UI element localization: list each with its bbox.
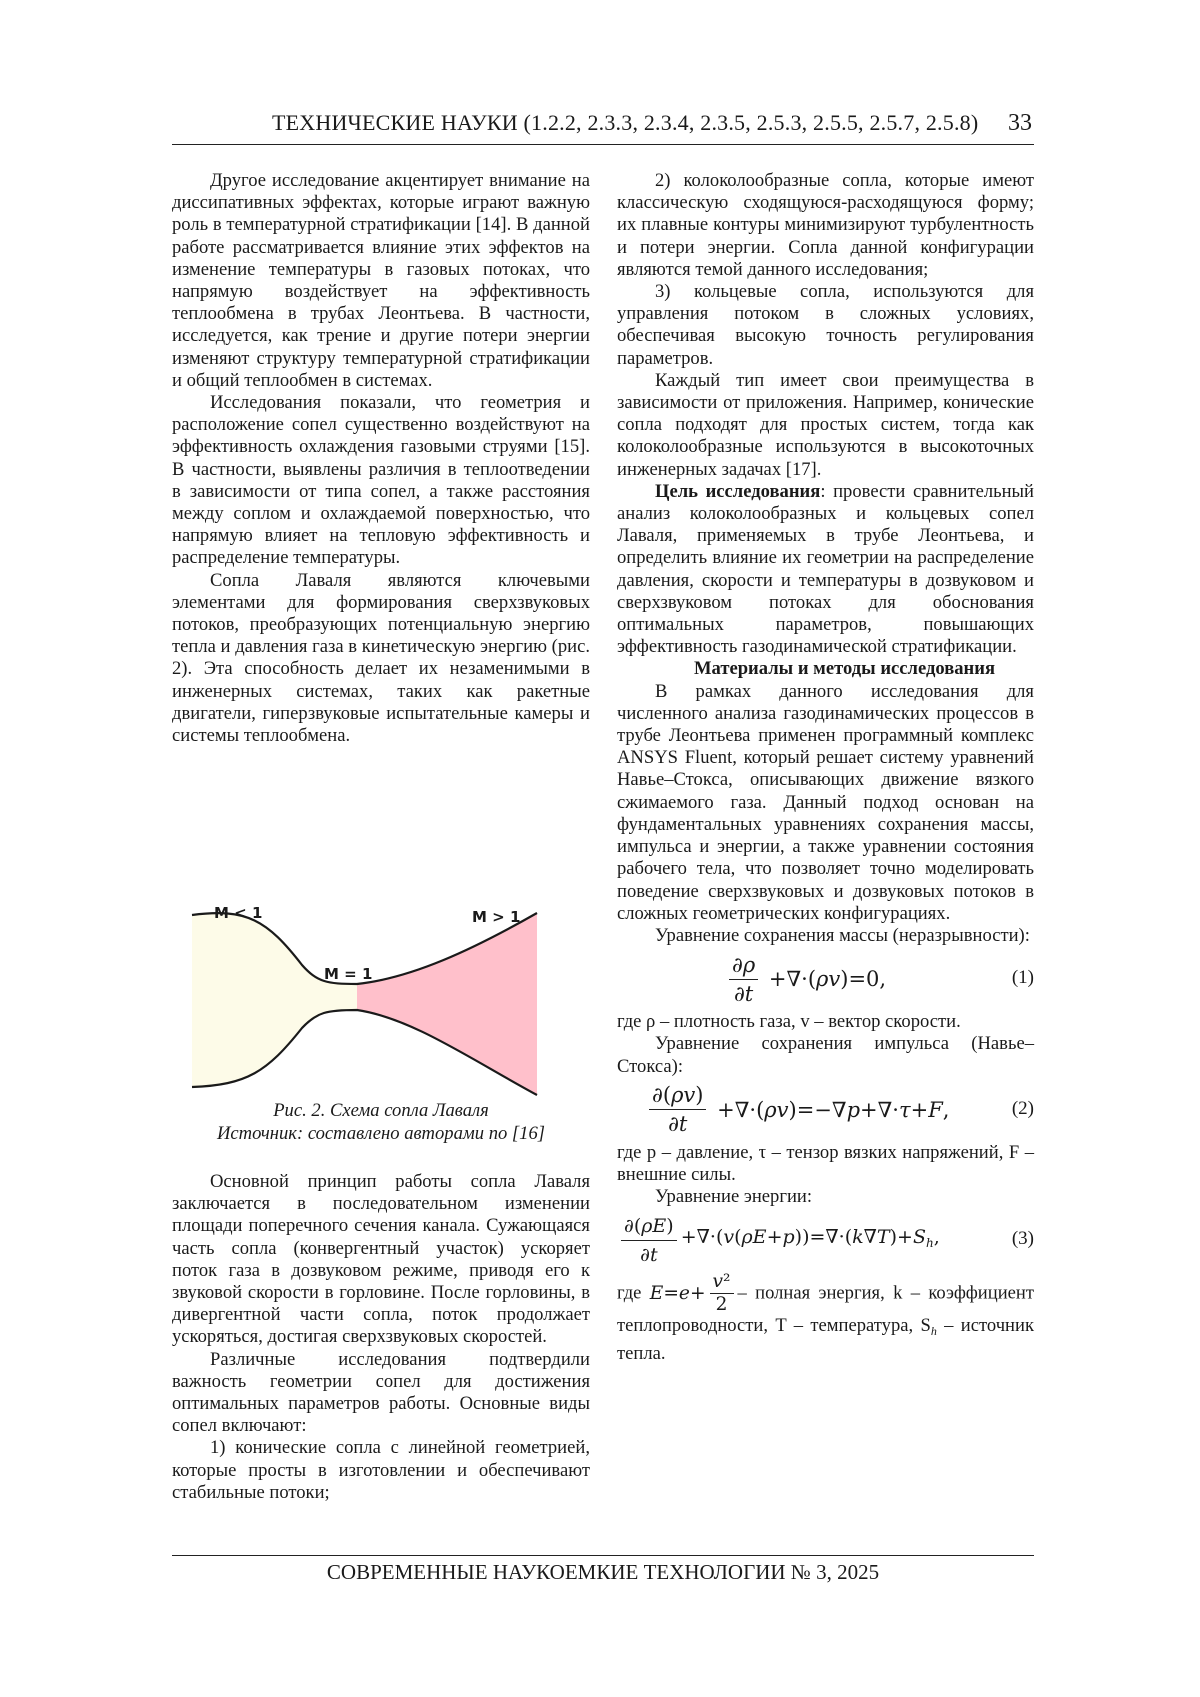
laval-nozzle-figure bbox=[172, 860, 590, 1100]
aim-paragraph bbox=[617, 481, 1034, 659]
caption-title: Рис. 2. Схема сопла Лаваля bbox=[273, 1100, 489, 1121]
page-number: 33 bbox=[1008, 110, 1032, 136]
energy-formula: E=e+ $\frac{\text{v²}}{2}$ bbox=[650, 1283, 738, 1304]
diverging-region bbox=[357, 913, 537, 1095]
section-heading: ТЕХНИЧЕСКИЕ НАУКИ (1.2.2, 2.3.3, 2.3.4, 2.3.5, 2.5.3, 2.5.5, 2.5.7, 2.5.8) bbox=[272, 110, 979, 135]
paragraph: В рамках данного исследования для численного анализа газодинамических процессов в трубе Леонтьева применен программный комплекс ANSYS Fluent, который решает систему уравнений Навье–Стокса, описывающих движение вязкого сжимаемого газа. Данный подход основан на фундаментальных уравнениях сохранения массы, импульса и энергии, а также уравнении состояния рабочего тела, что позволяет точно моделировать поведение сверхзвуковых и дозвуковых потоков в сложных геометрических конфигурациях. bbox=[617, 680, 1034, 924]
paragraph: Сопла Лаваля являются ключевыми элементами для формирования сверхзвуковых потоков, преобразующих потенциальную энергию тепла и давления газа в кинетическую энергию (рис. 2). Эта способность делает их незаменимыми в инженерных системах, таких как ракетные двигатели, гиперзвуковые испытательные камеры и системы теплообмена. bbox=[172, 569, 590, 747]
caption-source: Источник: составлено авторами по [16] bbox=[216, 1123, 545, 1144]
converging-region bbox=[192, 913, 357, 1087]
list-item: 3) кольцевые сопла, используются для управления потоком в сложных условиях, обеспечивая высокую точность регулирования параметров. bbox=[617, 281, 1034, 369]
paragraph: Другое исследование акцентирует внимание на диссипативных эффектах, которые играют важную роль в температурной стратификации [14]. В данной работе рассматривается влияние этих эффектов на изменение температуры в газовых потоках, что напрямую воздействует на эффективность теплообмена в трубах Леонтьева. В частности, исследуется, как трение и другие потери энергии изменяют структуру температурной стратификации и общий теплообмен в системах. bbox=[172, 170, 590, 391]
sonic-label: M = 1 bbox=[324, 965, 373, 983]
paragraph: Различные исследования подтвердили важность геометрии сопел для достижения оптимальных параметров работы. Основные виды сопел включают: bbox=[172, 1348, 590, 1437]
subsonic-label: M < 1 bbox=[214, 904, 263, 922]
left-column-bottom bbox=[172, 1171, 590, 1504]
equation-3: $\frac{\partial(\rho E)}{\partial t}$ $+\nabla\cdot(v(\rho E+p))=\nabla\cdot(k\nabla T)+S_h$, (3) bbox=[617, 1208, 1034, 1272]
paragraph: Уравнение сохранения массы (неразрывности): bbox=[655, 924, 1030, 946]
figure-caption bbox=[172, 1099, 590, 1145]
eq3-fraction: $\frac{\partial(\rho E)}{\partial t}$ bbox=[621, 1213, 677, 1268]
equation-number: (2) bbox=[1011, 1097, 1034, 1119]
paragraph: Основной принцип работы сопла Лаваля заключается в последовательном изменении площади поперечного сечения канала. Сужающаяся часть сопла (конвергентный участок) ускоряет поток газа в дозвуковом режиме, приводя его к звуковой скорости в горловине. После горловины, в дивергентной части сопла, поток продолжает ускоряться, достигая сверхзвуковых скоростей. bbox=[172, 1171, 590, 1348]
supersonic-label: M > 1 bbox=[472, 908, 521, 926]
laval-nozzle-diagram bbox=[172, 860, 590, 1100]
aim-label: Цель исследования bbox=[655, 480, 821, 502]
eq2-fraction: $\frac{\partial(\rho v)}{\partial t}$ bbox=[649, 1082, 706, 1137]
paragraph: Уравнение сохранения импульса (Навье–Стокса): bbox=[617, 1033, 1034, 1077]
equation-number: (1) bbox=[1011, 967, 1034, 989]
equation-number: (3) bbox=[1011, 1228, 1034, 1250]
paragraph: Каждый тип имеет свои преимущества в зависимости от приложения. Например, конические сопла подходят для простых систем, тогда как колоколообразные используются в высокоточных инженерных задачах [17]. bbox=[617, 369, 1034, 480]
paragraph: где p – давление, τ – тензор вязких напряжений, F – внешние силы. bbox=[617, 1141, 1034, 1185]
eq1-fraction: $\frac{\partial\rho}{\partial t}$ bbox=[729, 952, 758, 1007]
running-header bbox=[172, 108, 1034, 145]
equation-2: $\frac{\partial(\rho v)}{\partial t}$ +∇·(ρv)=−∇p+∇·τ+F, (2) bbox=[617, 1078, 1034, 1142]
list-item: 2) колоколообразные сопла, которые имеют классическую сходящуюся-расходящуюся форму; их плавные контуры минимизируют турбулентность и потери энергии. Сопла данной конфигурации являются темой данного исследования; bbox=[617, 170, 1034, 280]
left-column-top bbox=[172, 170, 590, 747]
equation-1: $\frac{\partial\rho}{\partial t}$ +∇·(ρv)=0, (1) bbox=[617, 947, 1034, 1011]
section-title: Материалы и методы исследования bbox=[693, 658, 996, 680]
right-column bbox=[617, 170, 1034, 1365]
list-item: 1) конические сопла с линейной геометрией, которые просты в изготовлении и обеспечивают стабильные потоки; bbox=[172, 1437, 590, 1503]
paragraph: Уравнение энергии: bbox=[655, 1186, 813, 1208]
paragraph: Исследования показали, что геометрия и расположение сопел существенно воздействуют на эффективность охлаждения газовыми струями [15]. В частности, выявлены различия в теплоотведении в зависимости от типа сопел, а также расстояния между соплом и охлаждаемой поверхностью, что напрямую влияет на тепловую эффективность и распределение температуры. bbox=[172, 392, 590, 569]
energy-definition: где E=e+ $\frac{\text{v²}}{2}$ – полная энергия, k – коэффициент теплопроводности, T – температура, $S_h$ – источник тепла. bbox=[617, 1271, 1034, 1364]
aim-text: : провести сравнительный анализ колоколообразных и кольцевых сопел Лаваля, применяемых в трубе Леонтьева, и определить влияние их геометрии на распределение давления, скорости и температуры в дозвуковом и сверхзвуковом потоках для обоснования оптимальных параметров, повышающих эффективность газодинамической стратификации. bbox=[617, 480, 1034, 658]
paragraph: где ρ – плотность газа, v – вектор скорости. bbox=[617, 1011, 961, 1033]
running-footer: СОВРЕМЕННЫЕ НАУКОЕМКИЕ ТЕХНОЛОГИИ № 3, 2025 bbox=[172, 1555, 1034, 1585]
